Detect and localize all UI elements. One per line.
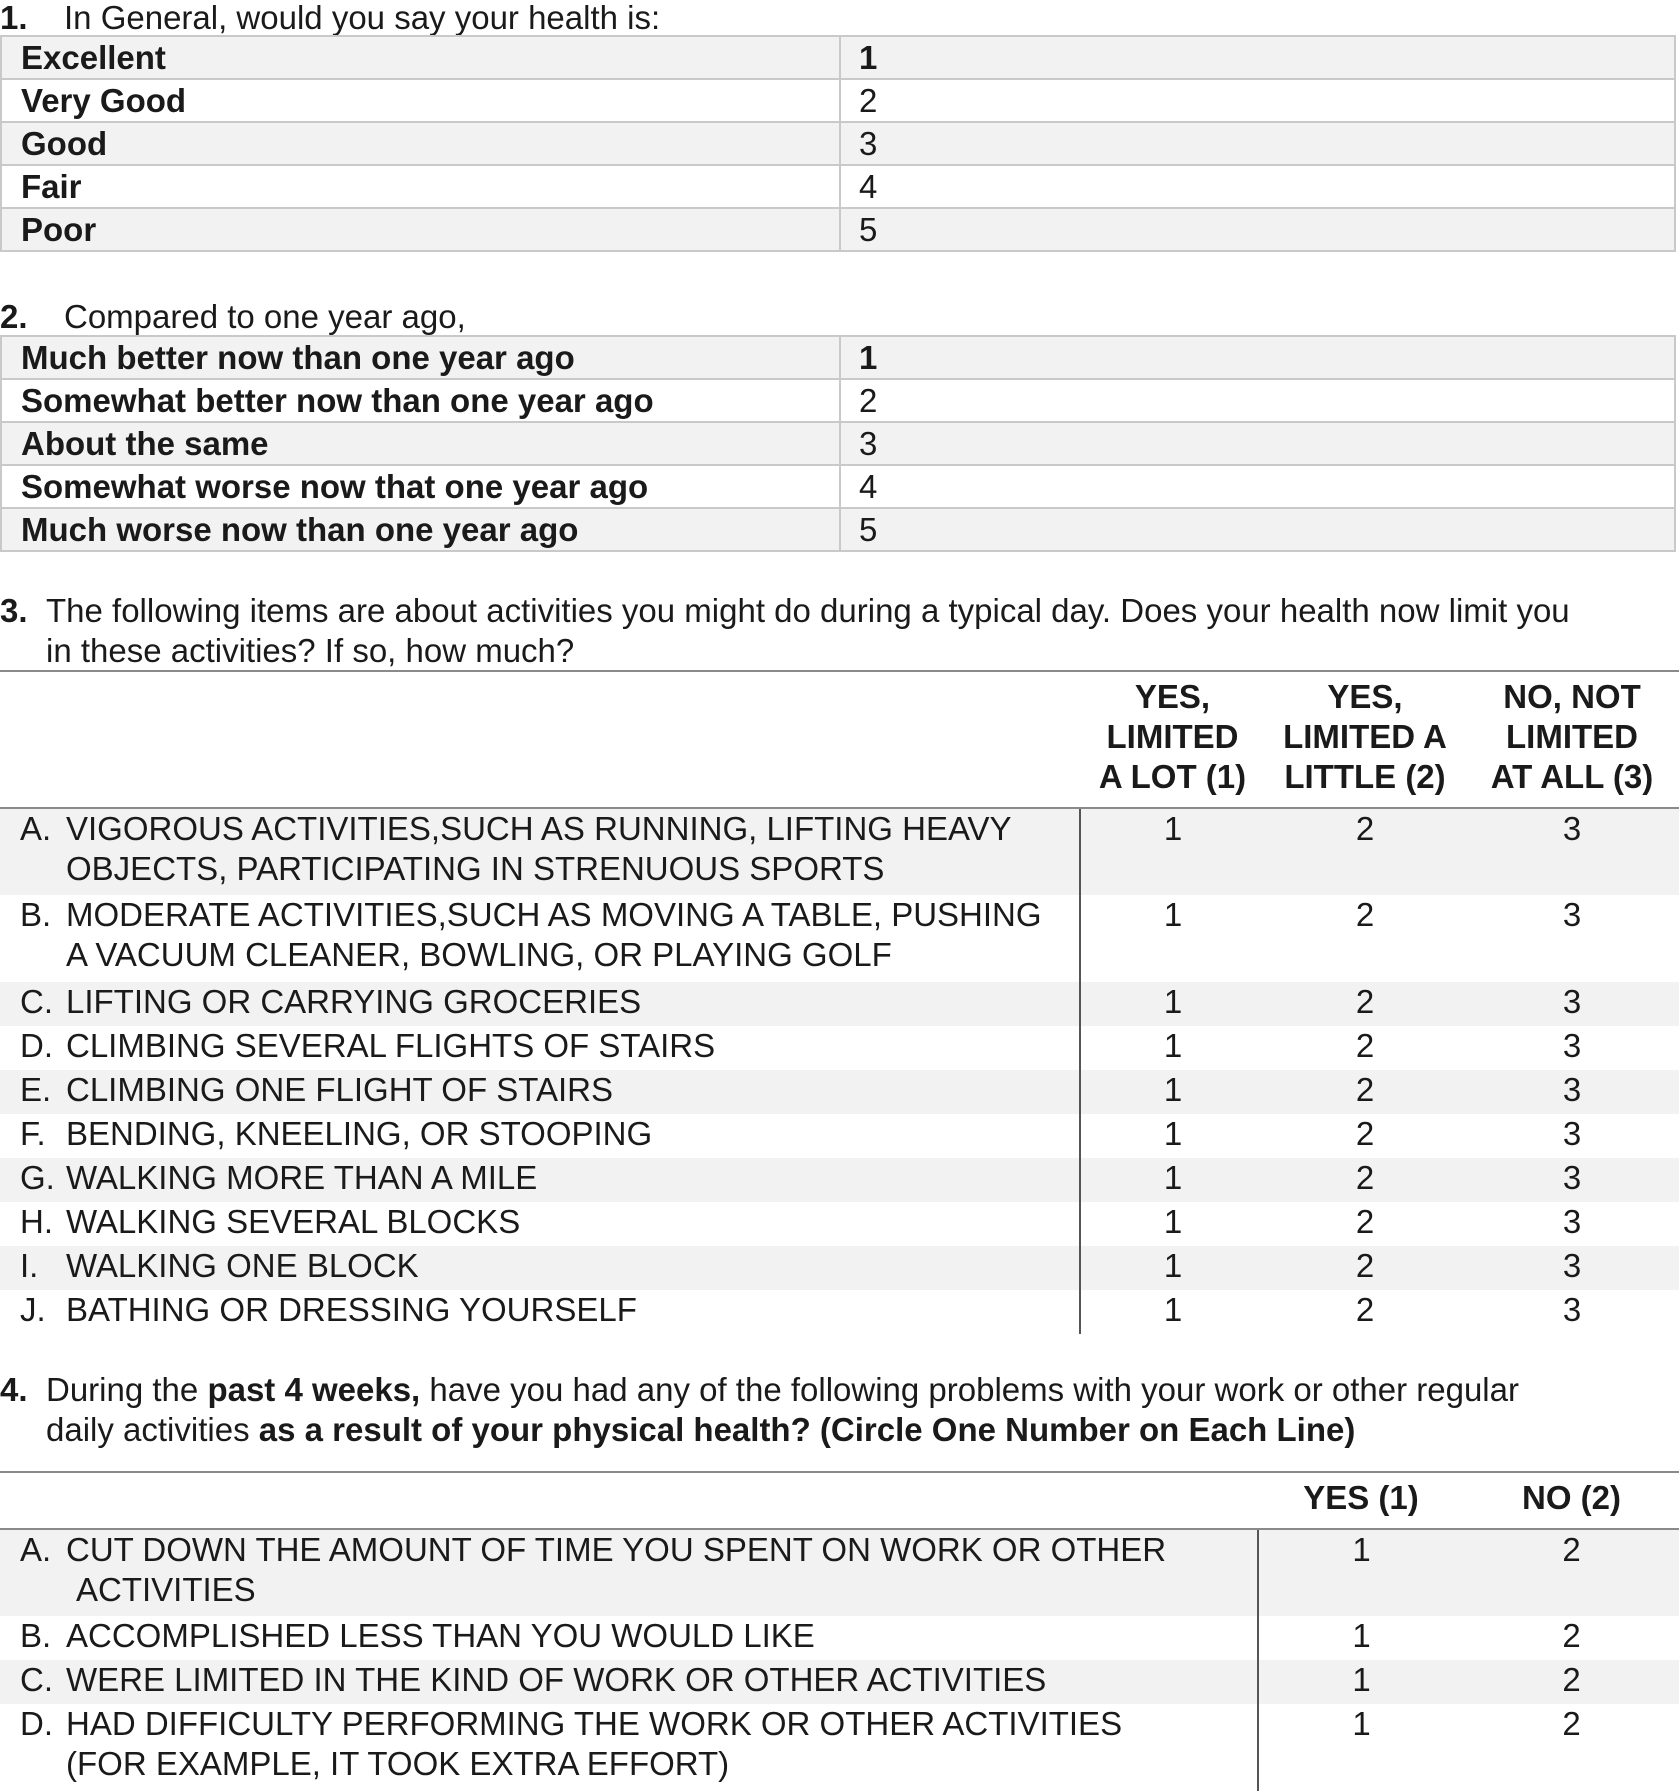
table-row[interactable] xyxy=(1,465,1675,508)
item-label: D. HAD DIFFICULTY PERFORMING THE WORK OR OTHER ACTIVITIES (FOR EXAMPLE, IT TOOK EXTRA EFFORT) xyxy=(0,1704,1258,1791)
item-label: G. WALKING MORE THAN A MILE xyxy=(0,1158,1080,1202)
answer-3[interactable]: 3 xyxy=(1562,1115,1582,1152)
option-label: About the same xyxy=(1,422,840,465)
column-header: YES (1) xyxy=(1258,1474,1464,1529)
table-row xyxy=(0,1070,1679,1114)
table-row[interactable] xyxy=(1,36,1675,79)
q4-number: 4. xyxy=(0,1371,28,1408)
answer-1[interactable]: 1 xyxy=(1163,896,1183,933)
answer-2[interactable]: 2 xyxy=(1265,1070,1465,1114)
item-label: A. VIGOROUS ACTIVITIES,SUCH AS RUNNING, LIFTING HEAVY OBJECTS, PARTICIPATING IN STRENUOUS SPORTS xyxy=(0,808,1080,895)
q4-question-part2: have you had any of the following problems with your work or other regular xyxy=(420,1371,1519,1408)
table-row[interactable] xyxy=(1,165,1675,208)
option-label: Poor xyxy=(1,208,840,251)
q4-top-rule xyxy=(0,1471,1679,1473)
option-value[interactable]: 5 xyxy=(840,208,1675,251)
option-label: Much worse now than one year ago xyxy=(1,508,840,551)
answer-2[interactable]: 2 xyxy=(1355,896,1375,933)
option-value[interactable]: 1 xyxy=(840,336,1675,379)
q3-header-row xyxy=(0,673,1679,808)
q1-options-table xyxy=(0,35,1676,252)
option-label: Very Good xyxy=(1,79,840,122)
item-label: F. BENDING, KNEELING, OR STOOPING xyxy=(0,1114,1080,1158)
item-label: D. CLIMBING SEVERAL FLIGHTS OF STAIRS xyxy=(0,1026,1080,1070)
table-row xyxy=(0,895,1679,982)
item-label: C. LIFTING OR CARRYING GROCERIES xyxy=(0,982,1080,1026)
table-row xyxy=(0,1704,1679,1791)
option-value[interactable]: 4 xyxy=(840,165,1675,208)
answer-1[interactable]: 1 xyxy=(1163,1115,1183,1152)
column-header: YES, LIMITED A LITTLE (2) xyxy=(1265,673,1465,808)
answer-2[interactable]: 2 xyxy=(1355,1027,1375,1064)
table-row xyxy=(0,1660,1679,1704)
answer-no[interactable]: 2 xyxy=(1562,1617,1581,1654)
table-row[interactable] xyxy=(1,79,1675,122)
option-value[interactable]: 4 xyxy=(840,465,1675,508)
table-row xyxy=(0,1529,1679,1616)
item-label: I. WALKING ONE BLOCK xyxy=(0,1246,1080,1290)
table-row[interactable] xyxy=(1,208,1675,251)
q3-activity-table xyxy=(0,673,1679,1334)
q3-question-line2: in these activities? If so, how much? xyxy=(46,632,575,669)
q4-question-bold1: past 4 weeks, xyxy=(207,1371,421,1408)
answer-2[interactable]: 2 xyxy=(1265,1246,1465,1290)
answer-1[interactable]: 1 xyxy=(1080,808,1265,895)
answer-2[interactable]: 2 xyxy=(1355,1203,1375,1240)
answer-1[interactable]: 1 xyxy=(1163,1291,1183,1328)
option-value[interactable]: 5 xyxy=(840,508,1675,551)
q3-number: 3. xyxy=(0,592,28,629)
answer-yes[interactable]: 1 xyxy=(1352,1617,1371,1654)
table-row xyxy=(0,1246,1679,1290)
table-row[interactable] xyxy=(1,422,1675,465)
table-row xyxy=(0,808,1679,895)
answer-3[interactable]: 3 xyxy=(1465,1158,1679,1202)
answer-2[interactable]: 2 xyxy=(1355,1291,1375,1328)
option-label: Somewhat worse now that one year ago xyxy=(1,465,840,508)
q4-heading xyxy=(0,1370,1519,1450)
answer-1[interactable]: 1 xyxy=(1163,1027,1183,1064)
answer-2[interactable]: 2 xyxy=(1265,808,1465,895)
item-label: E. CLIMBING ONE FLIGHT OF STAIRS xyxy=(0,1070,1080,1114)
answer-2[interactable]: 2 xyxy=(1265,982,1465,1026)
q4-question-part3: daily activities xyxy=(46,1411,259,1448)
answer-no[interactable]: 2 xyxy=(1464,1660,1679,1704)
table-row xyxy=(0,1616,1679,1660)
q2-number: 2. xyxy=(0,298,28,335)
option-label: Good xyxy=(1,122,840,165)
q4-header-row xyxy=(0,1474,1679,1529)
option-value[interactable]: 3 xyxy=(840,422,1675,465)
q1-question: In General, would you say your health is: xyxy=(64,0,661,36)
table-row[interactable] xyxy=(1,122,1675,165)
answer-3[interactable]: 3 xyxy=(1465,1070,1679,1114)
answer-3[interactable]: 3 xyxy=(1562,1027,1582,1064)
q4-question-part1: During the xyxy=(46,1371,208,1408)
answer-yes[interactable]: 1 xyxy=(1352,1705,1371,1742)
option-value[interactable]: 2 xyxy=(840,379,1675,422)
option-value[interactable]: 1 xyxy=(840,36,1675,79)
q1-number: 1. xyxy=(0,0,28,36)
answer-no[interactable]: 2 xyxy=(1464,1529,1679,1616)
option-label: Much better now than one year ago xyxy=(1,336,840,379)
table-row[interactable] xyxy=(1,508,1675,551)
q3-question-line1: The following items are about activities you might do during a typical day. Does your health now limit you xyxy=(46,592,1570,629)
item-label: B. MODERATE ACTIVITIES,SUCH AS MOVING A TABLE, PUSHING A VACUUM CLEANER, BOWLING, OR PLAYING GOLF xyxy=(0,895,1080,982)
answer-1[interactable]: 1 xyxy=(1080,1246,1265,1290)
answer-2[interactable]: 2 xyxy=(1355,1115,1375,1152)
table-row[interactable] xyxy=(1,379,1675,422)
item-label: A. CUT DOWN THE AMOUNT OF TIME YOU SPENT ON WORK OR OTHER ACTIVITIES xyxy=(0,1529,1258,1616)
q2-heading xyxy=(0,297,466,337)
answer-3[interactable]: 3 xyxy=(1562,1203,1582,1240)
q3-heading xyxy=(0,591,1570,671)
answer-3[interactable]: 3 xyxy=(1562,896,1582,933)
answer-2[interactable]: 2 xyxy=(1265,1158,1465,1202)
answer-3[interactable]: 3 xyxy=(1465,1246,1679,1290)
answer-1[interactable]: 1 xyxy=(1080,1070,1265,1114)
item-label: B. ACCOMPLISHED LESS THAN YOU WOULD LIKE xyxy=(0,1616,1258,1660)
answer-no[interactable]: 2 xyxy=(1562,1705,1581,1742)
table-row xyxy=(0,982,1679,1026)
answer-1[interactable]: 1 xyxy=(1080,982,1265,1026)
item-label: C. WERE LIMITED IN THE KIND OF WORK OR OTHER ACTIVITIES xyxy=(0,1660,1258,1704)
item-label: H. WALKING SEVERAL BLOCKS xyxy=(0,1202,1080,1246)
q2-options-table xyxy=(0,335,1676,552)
option-label: Somewhat better now than one year ago xyxy=(1,379,840,422)
table-row xyxy=(0,1202,1679,1246)
q1-heading xyxy=(0,0,660,38)
table-row xyxy=(0,1158,1679,1202)
table-row[interactable] xyxy=(1,336,1675,379)
option-value[interactable]: 2 xyxy=(840,79,1675,122)
table-row xyxy=(0,1026,1679,1070)
table-row xyxy=(0,1114,1679,1158)
answer-yes[interactable]: 1 xyxy=(1258,1660,1464,1704)
q2-question: Compared to one year ago, xyxy=(64,298,466,335)
answer-3[interactable]: 3 xyxy=(1465,808,1679,895)
item-label: J. BATHING OR DRESSING YOURSELF xyxy=(0,1290,1080,1334)
answer-1[interactable]: 1 xyxy=(1080,1158,1265,1202)
option-value[interactable]: 3 xyxy=(840,122,1675,165)
answer-3[interactable]: 3 xyxy=(1562,1291,1582,1328)
answer-3[interactable]: 3 xyxy=(1465,982,1679,1026)
q3-top-rule xyxy=(0,670,1679,672)
q4-problem-table xyxy=(0,1474,1679,1791)
table-row xyxy=(0,1290,1679,1334)
q4-question-bold2: as a result of your physical health? (Circle One Number on Each Line) xyxy=(258,1411,1356,1448)
column-header: YES, LIMITED A LOT (1) xyxy=(1080,673,1265,808)
option-label: Excellent xyxy=(1,36,840,79)
column-header: NO, NOT LIMITED AT ALL (3) xyxy=(1465,673,1679,808)
option-label: Fair xyxy=(1,165,840,208)
q4-header-blank xyxy=(0,1474,1258,1529)
answer-1[interactable]: 1 xyxy=(1163,1203,1183,1240)
q3-header-blank xyxy=(0,673,1080,808)
column-header: NO (2) xyxy=(1464,1474,1679,1529)
answer-yes[interactable]: 1 xyxy=(1258,1529,1464,1616)
